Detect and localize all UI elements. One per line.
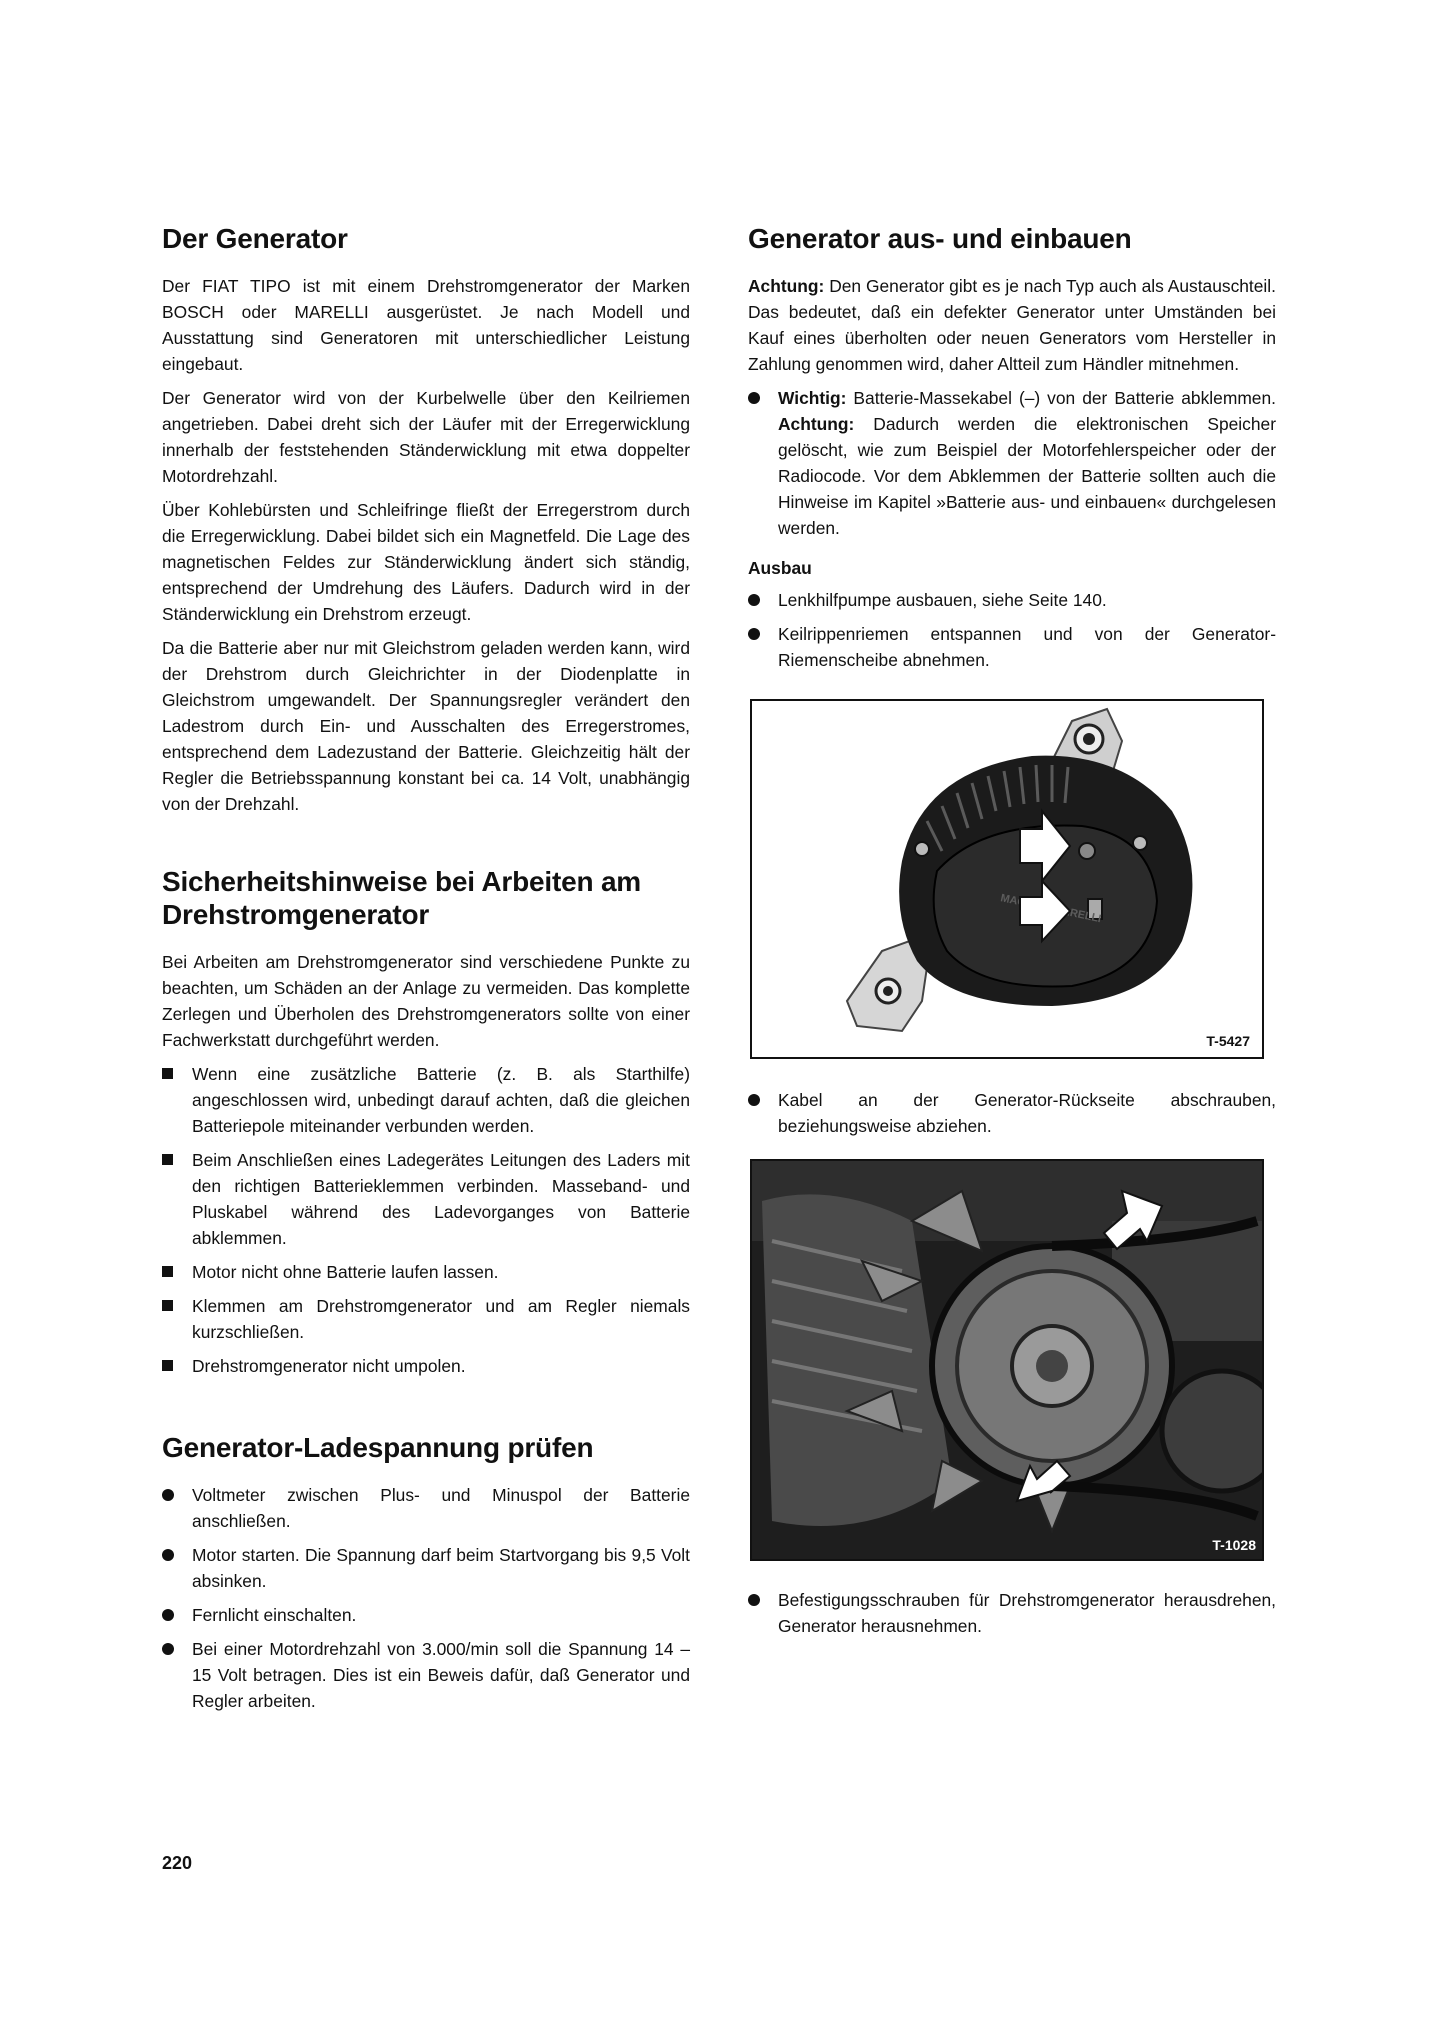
- intro-paragraph: Achtung: Den Generator gibt es je nach Typ auch als Austauschteil. Das bedeutet, daß ein defekter Generator unter Umständen bei Kauf eines überholten oder neuen Generators vom Hersteller in Zahlung genommen wird, daher Altteil zum Händler mitnehmen.: [748, 276, 1276, 374]
- left-column: [162, 222, 690, 1722]
- round-bullet-icon: [162, 1643, 174, 1655]
- round-bullet-icon: [162, 1609, 174, 1621]
- section-title-aus-einbauen: Generator aus- und einbauen: [748, 223, 1132, 254]
- round-bullet-icon: [748, 1594, 760, 1606]
- step-list: [748, 1587, 1276, 1639]
- generator-pulley-illustration: [752, 1161, 1262, 1559]
- list-item: Drehstromgenerator nicht umpolen.: [162, 1353, 690, 1379]
- round-bullet-icon: [748, 1094, 760, 1106]
- list-item: Wichtig: Batterie-Massekabel (–) von der Batterie abklemmen. Achtung: Dadurch werden die elektronischen Speicher gelöscht, wie zum Beispiel der Motorfehlerspeicher oder der Radiocode. Vor dem Abklemmen der Batterie sollten auch die Hinweise im Kapitel »Batterie aus- und einbauen« durchgelesen werden.: [748, 385, 1276, 541]
- figure-code: T-5427: [1206, 1033, 1250, 1049]
- paragraph: Über Kohlebürsten und Schleifringe fließt der Erregerstrom durch die Erregerwicklung. Dabei bildet sich ein Magnetfeld. Die Lage des magnetischen Feldes zur Ständerwicklung ändert sich ständig, entsprechend der Umdrehung des Läufers. Dadurch wird in der Ständerwicklung ein Drehstrom erzeugt.: [162, 500, 690, 624]
- square-bullet-icon: [162, 1068, 173, 1079]
- section-title-ladespannung-pruefen: Generator-Ladespannung prüfen: [162, 1432, 594, 1463]
- check-list: [162, 1482, 690, 1714]
- list-item: Motor starten. Die Spannung darf beim Startvorgang bis 9,5 Volt absinken.: [162, 1542, 690, 1594]
- square-bullet-icon: [162, 1266, 173, 1277]
- safety-list: [162, 1061, 690, 1379]
- section-title-sicherheitshinweise: Sicherheitshinweise bei Arbeiten am Drehstromgenerator: [162, 866, 642, 930]
- list-item: Wenn eine zusätzliche Batterie (z. B. als Starthilfe) angeschlossen wird, unbedingt darauf achten, daß die gleichen Batteriepole miteinander verbunden werden.: [162, 1061, 690, 1139]
- generator-pulley-photo: [750, 1159, 1264, 1561]
- list-item: Bei einer Motordrehzahl von 3.000/min soll die Spannung 14 – 15 Volt betragen. Dies ist ein Beweis dafür, daß Generator und Regler arbeiten.: [162, 1636, 690, 1714]
- square-bullet-icon: [162, 1300, 173, 1311]
- embossed-logo-text: MARELLI: [1051, 903, 1103, 926]
- list-item: Keilrippenriemen entspannen und von der Generator-Riemenscheibe abnehmen.: [748, 621, 1276, 673]
- ausbau-heading: Ausbau: [748, 558, 812, 578]
- list-item: Lenkhilfpumpe ausbauen, siehe Seite 140.: [748, 587, 1276, 613]
- round-bullet-icon: [748, 392, 760, 404]
- round-bullet-icon: [162, 1489, 174, 1501]
- generator-rear-photo: [750, 699, 1264, 1059]
- list-item: Voltmeter zwischen Plus- und Minuspol der Batterie anschließen.: [162, 1482, 690, 1534]
- figure-code: T-1028: [1212, 1537, 1256, 1553]
- step-list: [748, 1087, 1276, 1139]
- list-item: Beim Anschließen eines Ladegerätes Leitungen des Laders mit den richtigen Batterieklemmen verbinden. Masseband- und Pluskabel während des Ladevorganges von Batterie abklemmen.: [162, 1147, 690, 1251]
- round-bullet-icon: [748, 594, 760, 606]
- paragraph: Da die Batterie aber nur mit Gleichstrom geladen werden kann, wird der Drehstrom durch Gleichrichter in der Diodenplatte in Gleichstrom umgewandelt. Der Spannungsregler verändert den Ladestrom durch Ein- und Ausschalten des Erregerstromes, entsprechend dem Ladezustand der Batterie. Gleichzeitig hält der Regler die Betriebsspannung konstant bei ca. 14 Volt, unabhängig von der Drehzahl.: [162, 638, 690, 814]
- list-item: Kabel an der Generator-Rückseite abschrauben, beziehungsweise abziehen.: [748, 1087, 1276, 1139]
- warning-list: [748, 385, 1276, 541]
- round-bullet-icon: [748, 628, 760, 640]
- generator-rear-illustration: [752, 701, 1262, 1057]
- list-item: Motor nicht ohne Batterie laufen lassen.: [162, 1259, 690, 1285]
- paragraph: Der FIAT TIPO ist mit einem Drehstromgenerator der Marken BOSCH oder MARELLI ausgerüstet. Je nach Modell und Ausstattung sind Generatoren mit unterschiedlicher Leistung eingebaut.: [162, 276, 690, 374]
- list-item: Klemmen am Drehstromgenerator und am Regler niemals kurzschließen.: [162, 1293, 690, 1345]
- list-item: Befestigungsschrauben für Drehstromgenerator herausdrehen, Generator herausnehmen.: [748, 1587, 1276, 1639]
- right-column: [748, 222, 1276, 1647]
- square-bullet-icon: [162, 1360, 173, 1371]
- section-title-der-generator: Der Generator: [162, 223, 348, 254]
- page-number: 220: [162, 1853, 193, 1873]
- square-bullet-icon: [162, 1154, 173, 1165]
- list-item: Fernlicht einschalten.: [162, 1602, 690, 1628]
- paragraph: Der Generator wird von der Kurbelwelle über den Keilriemen angetrieben. Dabei dreht sich der Läufer mit der Erregerwicklung innerhalb der feststehenden Ständerwicklung mit etwa doppelter Motordrehzahl.: [162, 388, 690, 486]
- paragraph: Bei Arbeiten am Drehstromgenerator sind verschiedene Punkte zu beachten, um Schäden an der Anlage zu vermeiden. Das komplette Zerlegen und Überholen des Drehstromgenerators sollte von einer Fachwerkstatt durchgeführt werden.: [162, 952, 690, 1050]
- round-bullet-icon: [162, 1549, 174, 1561]
- ausbau-list: [748, 587, 1276, 673]
